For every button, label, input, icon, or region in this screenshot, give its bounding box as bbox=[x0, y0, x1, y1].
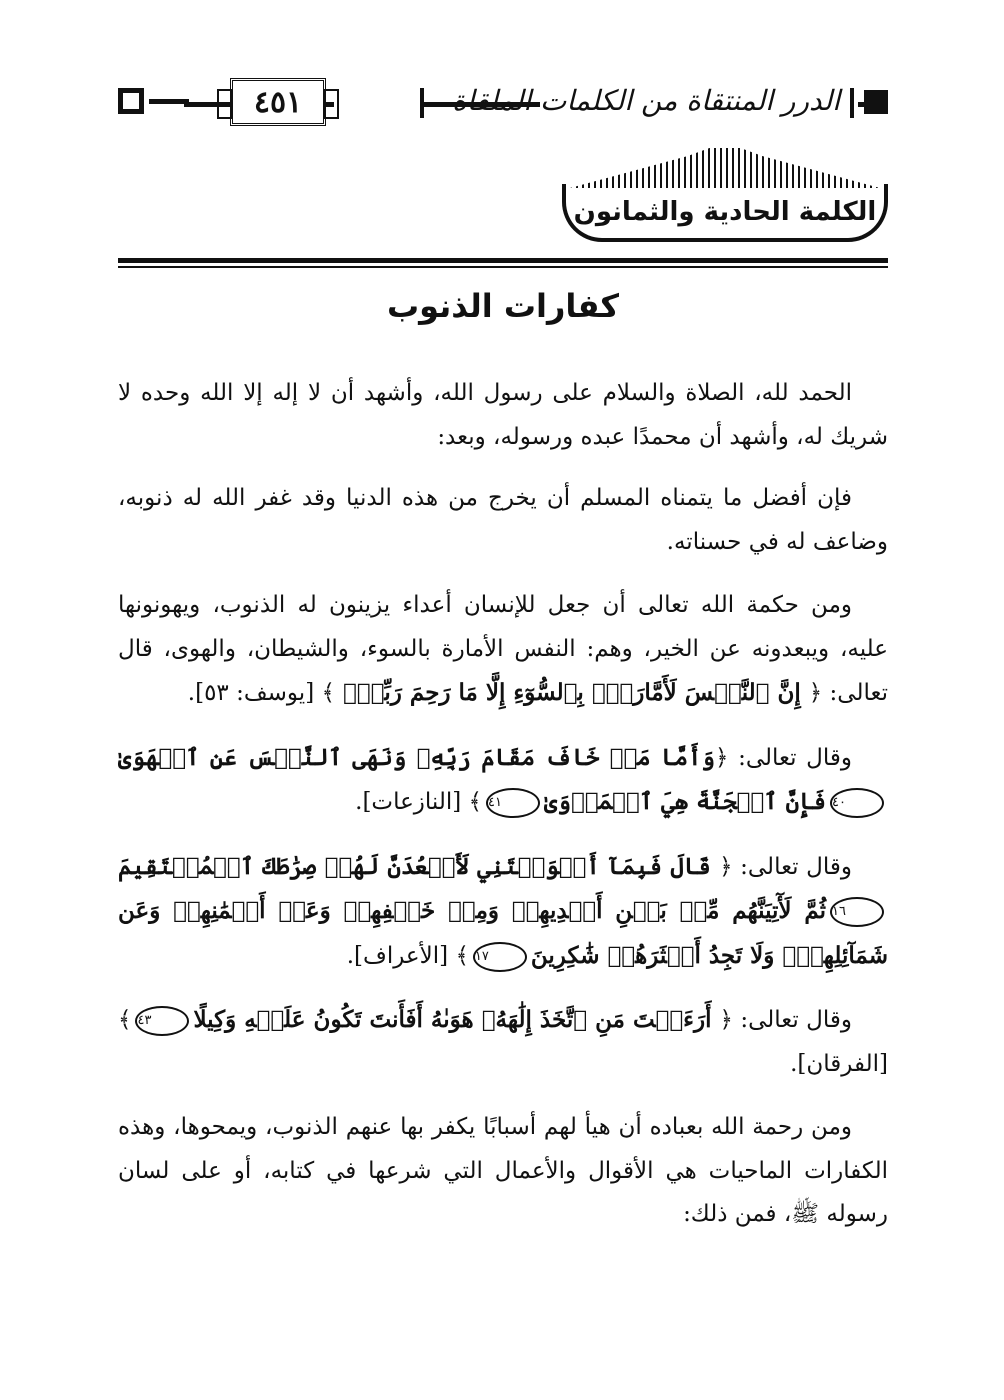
ayah-number: ٤٣ bbox=[135, 1006, 189, 1036]
header-ornament-right bbox=[864, 90, 888, 114]
paragraph: ومن رحمة الله بعباده أن هيأ لهم أسبابًا يكفر بها عنهم الذنوب، ويمحوها، وهذه الكفارات الماحيات هي الأقوال والأعمال التي شرعها في كتابه، أو على لسان رسوله ﷺ، فمن ذلك: bbox=[118, 1114, 888, 1227]
paragraph bbox=[118, 998, 888, 1086]
quran-verse: أَرَءَيۡتَ مَنِ ٱتَّخَذَ إِلَٰهَهُۥ هَوَىٰهُ أَفَأَنتَ تَكُونُ عَلَيۡهِ وَكِيلًا bbox=[193, 1006, 720, 1033]
quran-verse: إِنَّ ٱلنَّفۡسَ لَأَمَّارَةُۢ بِٱلسُّوٓءِ إِلَّا مَا رَحِمَ رَبِّيٓۚ bbox=[334, 679, 809, 706]
book-title: الدرر المنتقاة من الكلمات الملقاة bbox=[452, 84, 840, 117]
body-text bbox=[118, 372, 888, 1257]
paragraph bbox=[118, 736, 888, 825]
chapter-badge bbox=[562, 148, 888, 244]
header-ornament-left bbox=[118, 88, 144, 114]
header-separator bbox=[850, 88, 854, 118]
paragraph bbox=[118, 845, 888, 979]
verse-reference: ﴾ [يوسف: ٥٣]. bbox=[187, 680, 335, 706]
header-separator bbox=[420, 88, 424, 118]
paragraph bbox=[118, 584, 888, 716]
divider bbox=[118, 258, 888, 263]
ayah-number: ١٦ bbox=[830, 897, 884, 927]
paragraph-text: وقال تعالى: ﴿ bbox=[719, 1007, 852, 1033]
page-number: ٤٥١ bbox=[230, 78, 326, 126]
paragraph-text: وقال تعالى: ﴿ bbox=[719, 853, 852, 880]
ayah-number: ٤١ bbox=[486, 788, 540, 818]
quran-verse: وَأَمَّا مَنۡ خَافَ مَقَامَ رَبِّهِۦ وَنَهَى ٱلنَّفۡسَ عَنِ ٱلۡهَوَىٰ bbox=[118, 743, 715, 771]
quran-verse: قَالَ فَبِمَآ أَغۡوَيۡتَنِي لَأَقۡعُدَنَّ لَهُمۡ صِرَٰطَكَ ٱلۡمُسۡتَقِيمَ bbox=[118, 852, 720, 880]
verse-reference: ﴾ [الفرقان]. bbox=[118, 1007, 888, 1077]
running-header bbox=[118, 76, 888, 132]
ayah-number: ١٧ bbox=[473, 942, 527, 972]
ayah-number: ٤٠ bbox=[830, 788, 884, 818]
divider bbox=[118, 266, 888, 268]
chapter-label: الكلمة الحادية والثمانون bbox=[573, 197, 877, 227]
quran-verse: فَإِنَّ ٱلۡجَنَّةَ هِيَ ٱلۡمَأۡوَىٰ bbox=[544, 788, 827, 815]
badge-ornament bbox=[570, 148, 880, 188]
paragraph-text: ومن حكمة الله تعالى أن جعل للإنسان أعداء يزينون له الذنوب، ويهونونها عليه، ويبعدونه عن الخير، وهم: النفس الأمارة بالسوء، والشيطان، والهوى، قال تعالى: ﴿ bbox=[118, 592, 888, 706]
verse-reference: ﴾ [النازعات]. bbox=[355, 789, 483, 815]
paragraph: الحمد لله، الصلاة والسلام على رسول الله، وأشهد أن لا إله إلا الله وحده لا شريك له، وأشهد أن محمدًا عبده ورسوله، وبعد: bbox=[118, 380, 888, 450]
page-title: كفارات الذنوب bbox=[386, 287, 620, 325]
paragraph-text: وقال تعالى: ﴿ bbox=[715, 744, 852, 771]
paragraph: فإن أفضل ما يتمناه المسلم أن يخرج من هذه الدنيا وقد غفر الله له ذنوبه، وضاعف له في حسناته. bbox=[118, 485, 888, 555]
quran-verse: ثُمَّ لَأٓتِيَنَّهُم مِّنۢ بَيۡنِ أَيۡدِيهِمۡ وَمِنۡ خَلۡفِهِمۡ وَعَنۡ أَيۡمَٰنِهِمۡ وَعَن شَمَآئِلِهِمۡۖ وَلَا تَجِدُ أَكۡثَرَهُمۡ شَٰكِرِينَ bbox=[118, 897, 888, 969]
verse-reference: ﴾ [الأعراف]. bbox=[346, 942, 469, 969]
